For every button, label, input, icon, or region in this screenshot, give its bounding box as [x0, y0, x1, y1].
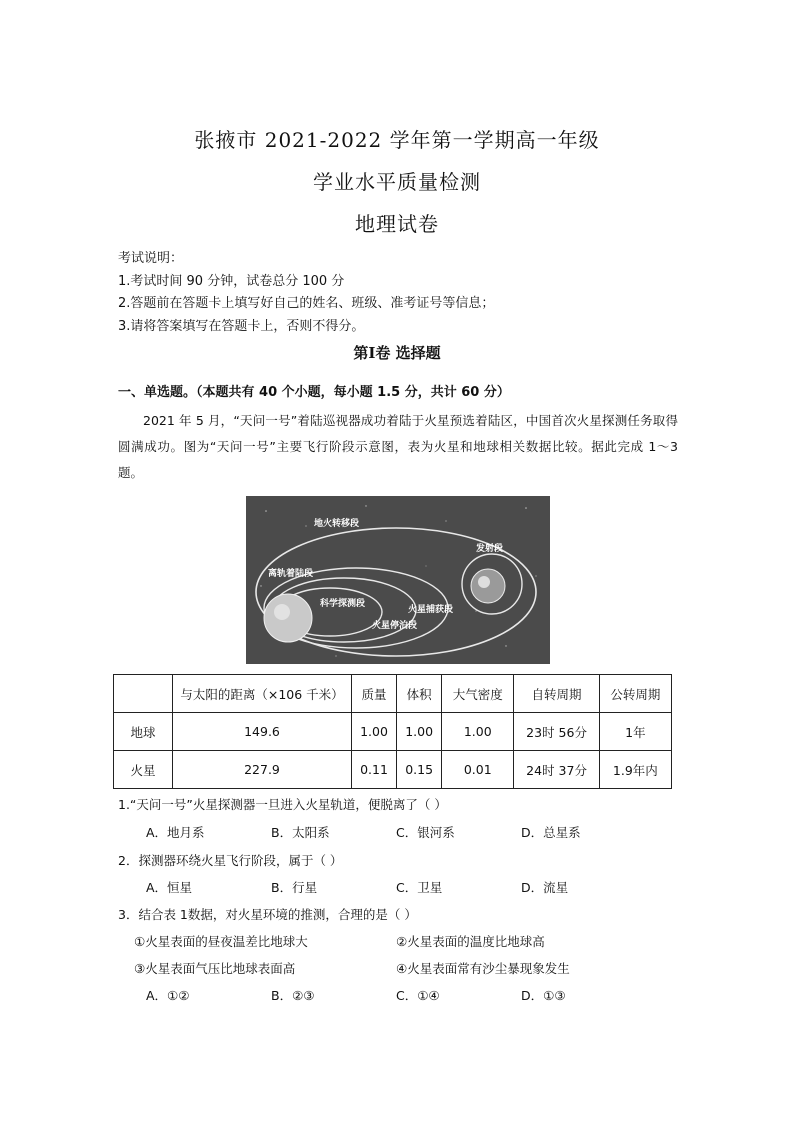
label-launch: 发射段 [476, 544, 504, 554]
option-d[interactable]: D．流星 [521, 880, 569, 895]
exam-title-line2: 学业水平质量检测 [313, 170, 481, 194]
statement-4: ④火星表面常有沙尘暴现象发生 [396, 961, 570, 976]
section-subtitle: 一、单选题。（本题共有 40 个小题，每小题 1.5 分，共计 60 分） [118, 385, 510, 400]
notes-heading: 考试说明： [118, 251, 184, 266]
mars-earth-comparison-table [113, 674, 672, 789]
table-header-cell: 自转周期 [514, 675, 599, 713]
table-header-cell: 体积 [397, 675, 442, 713]
option-b[interactable]: B．②③ [271, 988, 315, 1003]
table-header-row [114, 675, 672, 713]
option-d[interactable]: D．总星系 [521, 825, 581, 840]
table-cell: 1.00 [397, 713, 442, 751]
table-header-cell: 与太阳的距离（×106 千米） [173, 675, 352, 713]
table-cell: 24时 37分 [514, 751, 599, 789]
exam-title-line1: 张掖市 2021-2022 学年第一学期高一年级 [194, 128, 600, 152]
table-header-cell: 公转周期 [599, 675, 671, 713]
table-row [114, 751, 672, 789]
statement-2: ②火星表面的温度比地球高 [396, 934, 545, 949]
label-parking: 火星停泊段 [372, 621, 418, 631]
question-2-stem: 2．探测器环绕火星飞行阶段，属于（ ） [118, 853, 343, 868]
question-1-stem: 1.“天问一号”火星探测器一旦进入火星轨道，便脱离了（ ） [118, 797, 447, 812]
question-1-options [146, 823, 706, 841]
option-c[interactable]: C．①④ [396, 988, 440, 1003]
table-cell: 0.15 [397, 751, 442, 789]
label-transfer: 地火转移段 [314, 519, 360, 529]
table-cell: 0.11 [352, 751, 397, 789]
mars-highlight [274, 604, 290, 620]
option-b[interactable]: B．太阳系 [271, 825, 330, 840]
option-b[interactable]: B．行星 [271, 880, 318, 895]
option-a[interactable]: A．地月系 [146, 825, 205, 840]
table-cell: 0.01 [442, 751, 514, 789]
note-item: 1.考试时间 90 分钟，试卷总分 100 分 [118, 273, 345, 289]
table-cell: 227.9 [173, 751, 352, 789]
statement-3: ③火星表面气压比地球表面高 [134, 961, 296, 976]
table-cell: 1.00 [442, 713, 514, 751]
option-c[interactable]: C．卫星 [396, 880, 443, 895]
question-2-options [146, 878, 706, 896]
note-item: 2.答题前在答题卡上填写好自己的姓名、班级、准考证号等信息； [118, 296, 495, 311]
option-a[interactable]: A．恒星 [146, 880, 193, 895]
earth-highlight [478, 576, 490, 588]
question-3-statements-row1 [134, 932, 694, 950]
label-science: 科学探测段 [320, 599, 366, 609]
question-intro: 2021 年 5 月，“天问一号”着陆巡视器成功着陆于火星预选着陆区，中国首次火星探测任务取得圆满成功。图为“天问一号”主要飞行阶段示意图，表为火星和地球相关数据比较。据此完成 1～3 题。 [118, 413, 678, 480]
flight-stage-svg [246, 496, 550, 664]
flight-stage-diagram [246, 496, 550, 664]
exam-subject-title: 地理试卷 [355, 212, 439, 236]
question-3-options [146, 986, 706, 1004]
statement-1: ①火星表面的昼夜温差比地球大 [134, 934, 308, 949]
option-d[interactable]: D．①③ [521, 988, 566, 1003]
option-c[interactable]: C．银河系 [396, 825, 455, 840]
table-cell: 地球 [114, 713, 173, 751]
table-cell: 1年 [599, 713, 671, 751]
exam-notes [118, 248, 494, 338]
table-header-cell: 大气密度 [442, 675, 514, 713]
note-item: 3.请将答案填写在答题卡上，否则不得分。 [118, 318, 365, 334]
table-row [114, 713, 672, 751]
table-cell: 149.6 [173, 713, 352, 751]
option-a[interactable]: A．①② [146, 988, 190, 1003]
question-3-stem: 3．结合表 1数据，对火星环境的推测，合理的是（ ） [118, 907, 417, 922]
table-cell: 火星 [114, 751, 173, 789]
table-cell: 1.00 [352, 713, 397, 751]
table-header-cell: 质量 [352, 675, 397, 713]
label-deorbit-landing: 离轨着陆段 [268, 569, 314, 579]
label-capture: 火星捕获段 [408, 605, 454, 615]
section-title: 第Ⅰ卷 选择题 [353, 344, 441, 362]
mars-planet [264, 594, 312, 642]
question-3-statements-row2 [134, 959, 694, 977]
table-cell: 23时 56分 [514, 713, 599, 751]
table-header-cell [114, 675, 173, 713]
table-cell: 1.9年内 [599, 751, 671, 789]
